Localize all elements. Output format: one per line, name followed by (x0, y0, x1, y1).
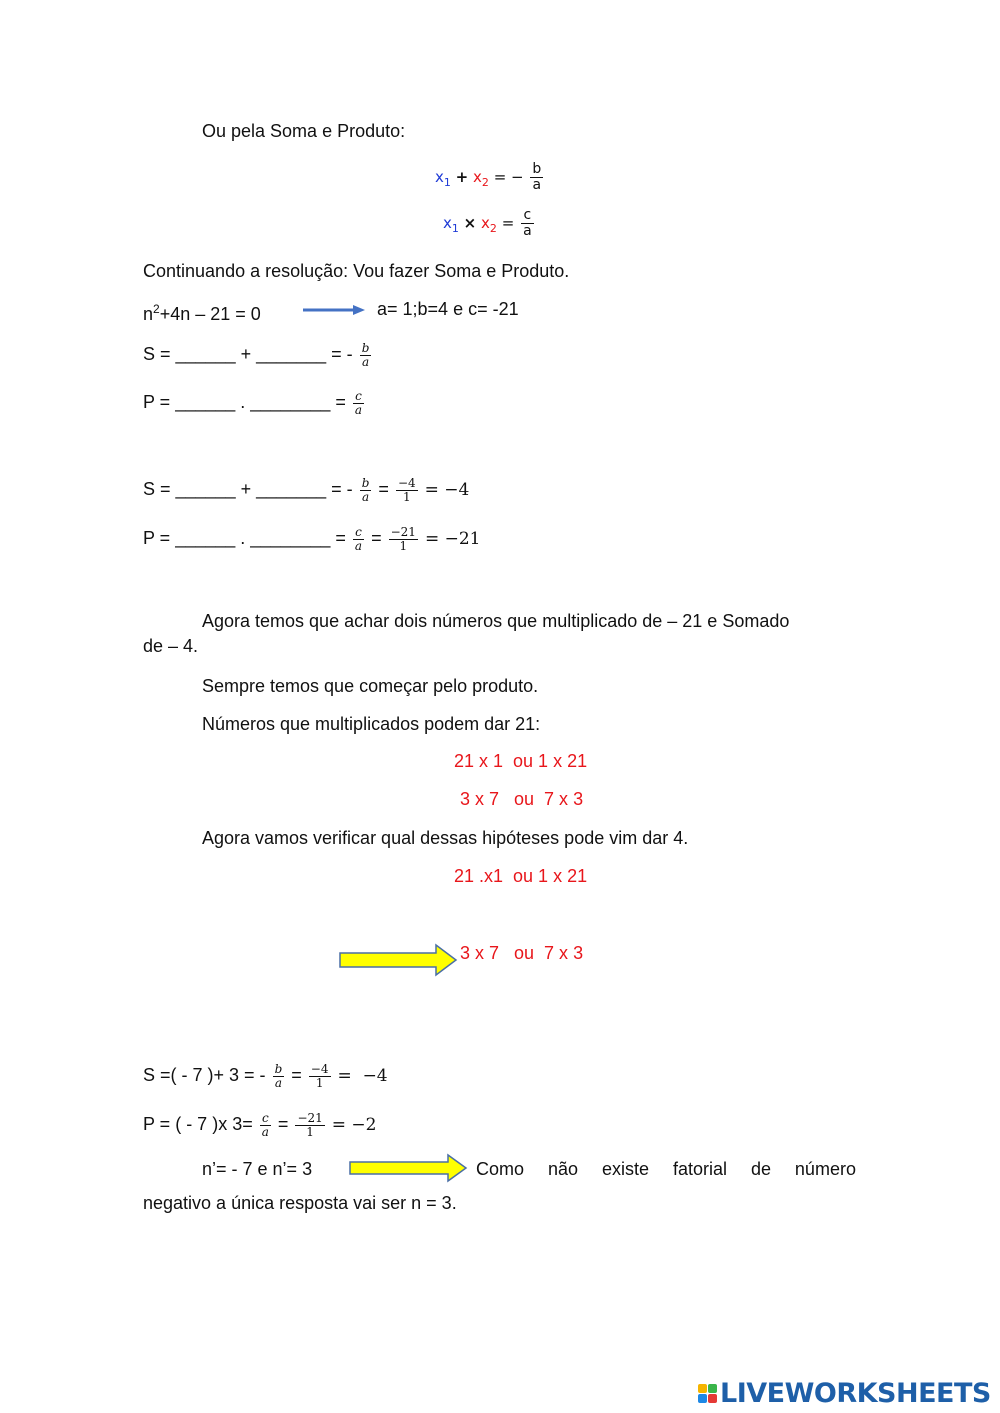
sum-final-line: S =( - 7 )+ 3 = - $\frac{b}{a}$ = $\frac{-4}{1}$ = −4 (143, 1061, 388, 1090)
conclusion-line1: Como não existe fatorial de número (476, 1159, 856, 1179)
sum-blank-line: S = ______ + _______ = - $\frac{b}{a}$ (143, 340, 370, 369)
agora-paragraph-line1: Agora temos que achar dois números que multiplicado de – 21 e Somado (202, 611, 790, 631)
equals-minus: = − (493, 168, 524, 186)
product-calc-line: P = ______ . ________ = $\frac{c}{a}$ = $\frac{-21}{1}$ = −21 (143, 524, 481, 553)
numeros-text: Números que multiplicados podem dar 21: (202, 714, 541, 734)
fraction-c-a: $\frac{c}{a}$ (523, 207, 532, 239)
product-final-line: P = ( - 7 )x 3= $\frac{c}{a}$ = $\frac{-21}{1}$ = −2 (143, 1110, 377, 1139)
logo-text: LIVEWORKSHEETS (720, 1377, 991, 1409)
liveworksheets-logo (698, 1379, 991, 1407)
fraction-minus21-1: $\frac{-21}{1}$ (297, 1110, 323, 1139)
x1-symbol: $x_1$ (435, 168, 451, 189)
x2-symbol: $x_2$ (473, 168, 489, 189)
product-blank-line: P = ______ . ________ = $\frac{c}{a}$ (143, 388, 363, 417)
fraction-minus4-1: $\frac{-4}{1}$ (397, 475, 416, 504)
formula-sum (435, 162, 543, 198)
agora-paragraph-line2: de – 4. (143, 636, 199, 656)
conclusion-line2: negativo a única resposta vai ser n = 3. (143, 1193, 457, 1213)
option-3x7: 3 x 7 ou 7 x 3 (460, 789, 584, 809)
sum-final-result: = −4 (337, 1066, 388, 1086)
yellow-arrow-icon (338, 943, 458, 977)
fraction-b-a: $\frac{b}{a}$ (532, 161, 542, 193)
blue-arrow-icon (303, 303, 365, 317)
option-3x7-selected: 3 x 7 ou 7 x 3 (460, 943, 584, 963)
fraction-b-a: $\frac{b}{a}$ (274, 1061, 283, 1090)
logo-mark-icon (698, 1384, 717, 1403)
verificar-text: Agora vamos verificar qual dessas hipóteses pode vim dar 4. (202, 828, 689, 848)
equals-sign: = (501, 214, 515, 232)
quadratic-equation: $n^2+4n - 21 = 0$ (143, 302, 261, 324)
fraction-minus21-1: $\frac{-21}{1}$ (390, 524, 416, 553)
fraction-c-a: $\frac{c}{a}$ (354, 524, 363, 553)
fraction-c-a: $\frac{c}{a}$ (261, 1110, 269, 1139)
yellow-arrow-icon (348, 1153, 468, 1183)
intro-text: Ou pela Soma e Produto: (202, 121, 406, 141)
fraction-minus4-1: $\frac{-4}{1}$ (310, 1061, 329, 1090)
continuation-text: Continuando a resolução: Vou fazer Soma e Produto. (143, 261, 570, 281)
fraction-b-a: $\frac{b}{a}$ (361, 475, 370, 504)
coefficients: a= 1;b=4 e c= -21 (377, 299, 519, 319)
roots-text: n’= - 7 e n’= 3 (202, 1159, 313, 1179)
sum-result: = −4 (424, 480, 470, 500)
fraction-c-a: $\frac{c}{a}$ (354, 388, 363, 417)
fraction-b-a: $\frac{b}{a}$ (361, 340, 370, 369)
plus-sign: + (455, 168, 469, 186)
x1-symbol: $x_1$ (443, 214, 459, 235)
times-sign: × (463, 214, 477, 232)
formula-product (443, 208, 534, 244)
product-final-result: = −2 (331, 1115, 377, 1135)
x2-symbol: $x_2$ (481, 214, 497, 235)
option-21x1: 21 x 1 ou 1 x 21 (454, 751, 588, 771)
sempre-text: Sempre temos que começar pelo produto. (202, 676, 539, 696)
product-result: = −21 (424, 529, 481, 549)
sum-calc-line: S = ______ + _______ = - $\frac{b}{a}$ = $\frac{-4}{1}$ = −4 (143, 475, 470, 504)
option-21x1-check: 21 .x1 ou 1 x 21 (454, 866, 588, 886)
